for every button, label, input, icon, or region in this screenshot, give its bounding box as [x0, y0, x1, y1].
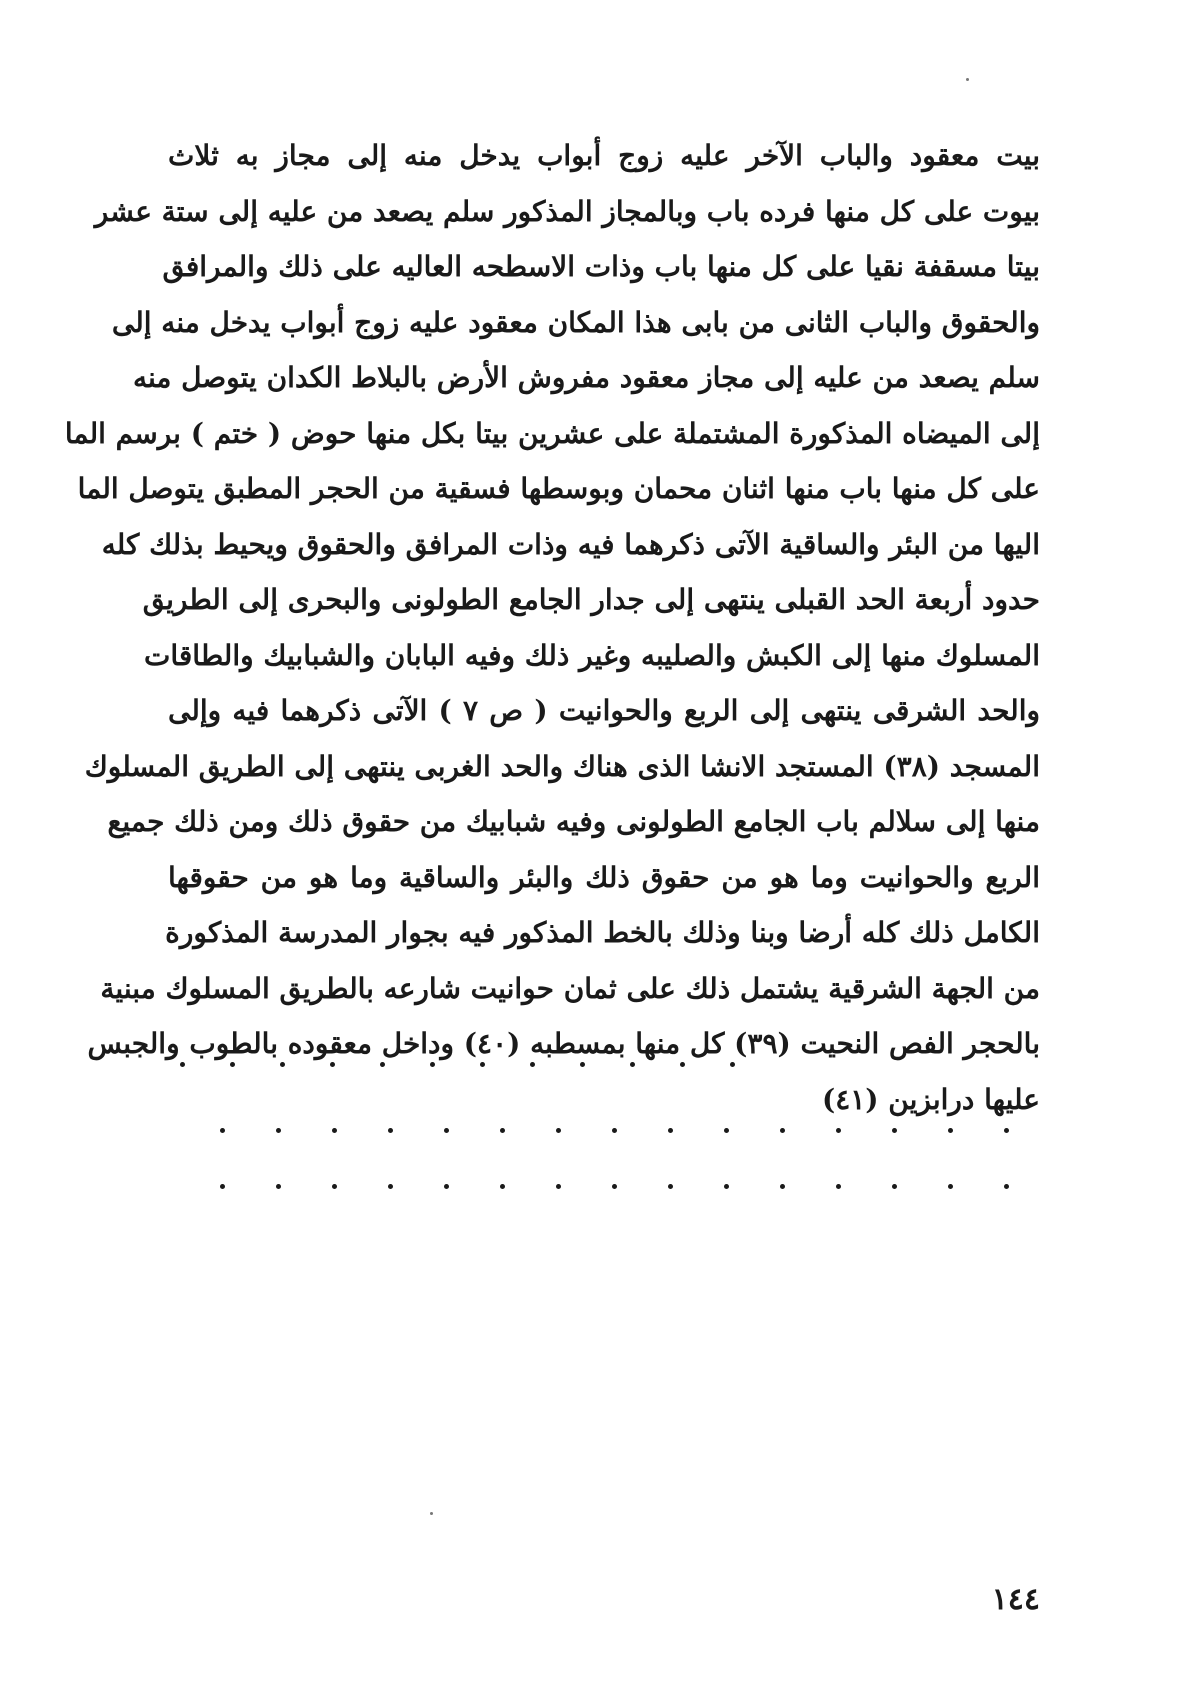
- ellipsis-dot: [730, 1062, 735, 1067]
- ellipsis-row-1: [180, 1054, 780, 1074]
- text-line: اليها من البئر والساقية الآتى ذكرهما فيه وذات المرافق والحقوق ويحيط بذلك كله: [101, 527, 1040, 561]
- ellipsis-dot: [480, 1062, 485, 1067]
- text-line: المسلوك منها إلى الكبش والصليبه وغير ذلك وفيه البابان والشبابيك والطاقات: [144, 638, 1040, 672]
- text-line: المسجد (٣٨) المستجد الانشا الذى هناك والحد الغربى ينتهى إلى الطريق المسلوك: [84, 749, 1040, 783]
- text-line: منها إلى سلالم باب الجامع الطولونى وفيه شبابيك من حقوق ذلك ومن ذلك جميع: [107, 805, 1040, 838]
- text-line: الربع والحوانيت وما هو من حقوق ذلك والبئر والساقية وما هو من حقوقها: [168, 860, 1040, 894]
- text-line: بيتا مسقفة نقيا على كل منها باب وذات الاسطحه العاليه على ذلك والمرافق: [162, 250, 1040, 283]
- ellipsis-dot: [580, 1062, 585, 1067]
- ellipsis-dot: [230, 1062, 235, 1067]
- text-line: على كل منها باب منها اثنان محمان وبوسطها فسقية من الحجر المطبق يتوصل الما: [77, 472, 1040, 505]
- text-line: عليها درابزين (٤١): [821, 1082, 1040, 1116]
- ellipsis-row-2: [220, 1120, 1040, 1140]
- ellipsis-dot: [556, 1128, 561, 1133]
- ellipsis-dot: [276, 1184, 281, 1189]
- ellipsis-dot: [220, 1184, 225, 1189]
- scan-speck: [430, 1512, 433, 1515]
- ellipsis-dot: [836, 1184, 841, 1189]
- ellipsis-dot: [180, 1062, 185, 1067]
- ellipsis-dot: [948, 1184, 953, 1189]
- ellipsis-dot: [332, 1128, 337, 1133]
- text-line: الكامل ذلك كله أرضا وبنا وذلك بالخط المذكور فيه بجوار المدرسة المذكورة: [165, 916, 1040, 949]
- ellipsis-dot: [276, 1128, 281, 1133]
- ellipsis-dot: [948, 1128, 953, 1133]
- ellipsis-dot: [780, 1184, 785, 1189]
- ellipsis-dot: [444, 1128, 449, 1133]
- scan-speck: [966, 78, 969, 81]
- text-line: حدود أربعة الحد القبلى ينتهى إلى جدار الجامع الطولونى والبحرى إلى الطريق: [142, 583, 1040, 616]
- ellipsis-dot: [500, 1184, 505, 1189]
- ellipsis-dot: [220, 1128, 225, 1133]
- text-line: والحد الشرقى ينتهى إلى الربع والحوانيت ( ص ٧ ) الآتى ذكرهما فيه وإلى: [168, 694, 1040, 727]
- ellipsis-dot: [1004, 1128, 1009, 1133]
- ellipsis-dot: [668, 1184, 673, 1189]
- ellipsis-dot: [780, 1128, 785, 1133]
- ellipsis-dot: [388, 1184, 393, 1189]
- ellipsis-dot: [280, 1062, 285, 1067]
- body-text: [64, 128, 1040, 1127]
- ellipsis-dot: [1004, 1184, 1009, 1189]
- ellipsis-dot: [430, 1062, 435, 1067]
- text-line: بالحجر الفص النحيت (٣٩) كل منها بمسطبه (٤٠) وداخل معقوده بالطوب والجبس: [87, 1027, 1040, 1060]
- page-number: ١٤٤: [991, 1582, 1040, 1617]
- ellipsis-dot: [388, 1128, 393, 1133]
- ellipsis-dot: [836, 1128, 841, 1133]
- ellipsis-dot: [668, 1128, 673, 1133]
- ellipsis-dot: [332, 1184, 337, 1189]
- text-line: من الجهة الشرقية يشتمل ذلك على ثمان حوانيت شارعه بالطريق المسلوك مبنية: [100, 971, 1040, 1005]
- ellipsis-dot: [530, 1062, 535, 1067]
- text-line: والحقوق والباب الثانى من بابى هذا المكان معقود عليه زوج أبواب يدخل منه إلى: [111, 305, 1040, 339]
- text-line: بيوت على كل منها فرده باب وبالمجاز المذكور سلم يصعد من عليه إلى ستة عشر: [94, 194, 1040, 228]
- ellipsis-dot: [612, 1128, 617, 1133]
- ellipsis-dot: [380, 1062, 385, 1067]
- ellipsis-dot: [892, 1128, 897, 1133]
- ellipsis-row-3: [220, 1176, 1040, 1196]
- ellipsis-dot: [500, 1128, 505, 1133]
- ellipsis-dot: [444, 1184, 449, 1189]
- ellipsis-dot: [330, 1062, 335, 1067]
- text-line: إلى الميضاه المذكورة المشتملة على عشرين بيتا بكل منها حوض ( ختم ) برسم الما: [64, 416, 1040, 450]
- text-line: سلم يصعد من عليه إلى مجاز معقود مفروش الأرض بالبلاط الكدان يتوصل منه: [132, 361, 1040, 394]
- ellipsis-dot: [556, 1184, 561, 1189]
- text-line: بيت معقود والباب الآخر عليه زوج أبواب يدخل منه إلى مجاز به ثلاث: [168, 139, 1040, 172]
- ellipsis-dot: [724, 1128, 729, 1133]
- ellipsis-dot: [630, 1062, 635, 1067]
- ellipsis-dot: [612, 1184, 617, 1189]
- ellipsis-dot: [680, 1062, 685, 1067]
- ellipsis-dot: [724, 1184, 729, 1189]
- ellipsis-dot: [892, 1184, 897, 1189]
